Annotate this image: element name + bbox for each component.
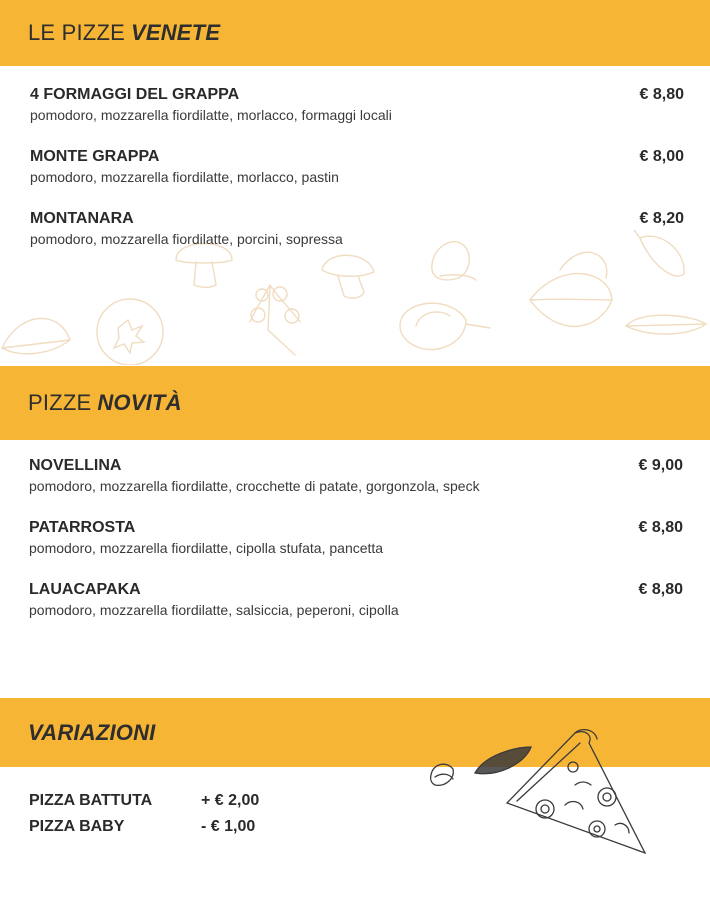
section-title-emphasis: NOVITÀ — [97, 390, 182, 415]
item-price: € 8,20 — [639, 210, 684, 227]
menu-list-venete — [30, 85, 684, 271]
menu-item — [30, 209, 684, 271]
variation-name: PIZZA BATTUTA — [29, 792, 153, 809]
section-header-variazioni — [0, 698, 710, 767]
section-title — [28, 720, 155, 746]
menu-list-novita — [29, 456, 683, 642]
variations-list — [29, 788, 259, 840]
item-description: pomodoro, mozzarella fiordilatte, cipolla stufata, pancetta — [29, 540, 384, 556]
item-description: pomodoro, mozzarella fiordilatte, morlacco, pastin — [30, 169, 339, 185]
section-title-light: PIZZE — [28, 390, 92, 415]
menu-item — [29, 580, 683, 642]
item-price: € 8,00 — [639, 148, 684, 165]
item-description: pomodoro, mozzarella fiordilatte, crocchette di patate, gorgonzola, speck — [29, 478, 480, 494]
menu-item — [29, 518, 683, 580]
section-title-emphasis: VENETE — [130, 20, 221, 45]
menu-item — [30, 147, 684, 209]
section-title — [28, 20, 220, 46]
item-price: € 8,80 — [638, 519, 683, 536]
menu-item — [30, 85, 684, 147]
menu-item — [29, 456, 683, 518]
item-description: pomodoro, mozzarella fiordilatte, morlacco, formaggi locali — [30, 107, 392, 123]
section-title-emphasis: VARIAZIONI — [28, 719, 156, 745]
section-header-novita — [0, 366, 710, 440]
item-name: MONTANARA — [30, 210, 134, 227]
item-description: pomodoro, mozzarella fiordilatte, porcini, sopressa — [30, 231, 343, 247]
variation-row — [29, 814, 259, 840]
item-name: PATARROSTA — [29, 519, 136, 536]
item-description: pomodoro, mozzarella fiordilatte, salsiccia, peperoni, cipolla — [29, 602, 399, 618]
item-price: € 8,80 — [639, 86, 684, 103]
variation-row — [29, 788, 259, 814]
item-name: 4 FORMAGGI DEL GRAPPA — [30, 86, 240, 103]
variation-name: PIZZA BABY — [29, 818, 125, 835]
item-price: € 8,80 — [638, 581, 683, 598]
item-name: LAUACAPAKA — [29, 581, 141, 598]
section-title-light: LE PIZZE — [28, 20, 125, 45]
variation-price: + € 2,00 — [201, 792, 260, 809]
item-price: € 9,00 — [638, 457, 683, 474]
item-name: NOVELLINA — [29, 457, 122, 474]
section-title — [28, 390, 182, 416]
variation-price: - € 1,00 — [201, 818, 256, 835]
item-name: MONTE GRAPPA — [30, 148, 160, 165]
section-header-venete — [0, 0, 710, 66]
